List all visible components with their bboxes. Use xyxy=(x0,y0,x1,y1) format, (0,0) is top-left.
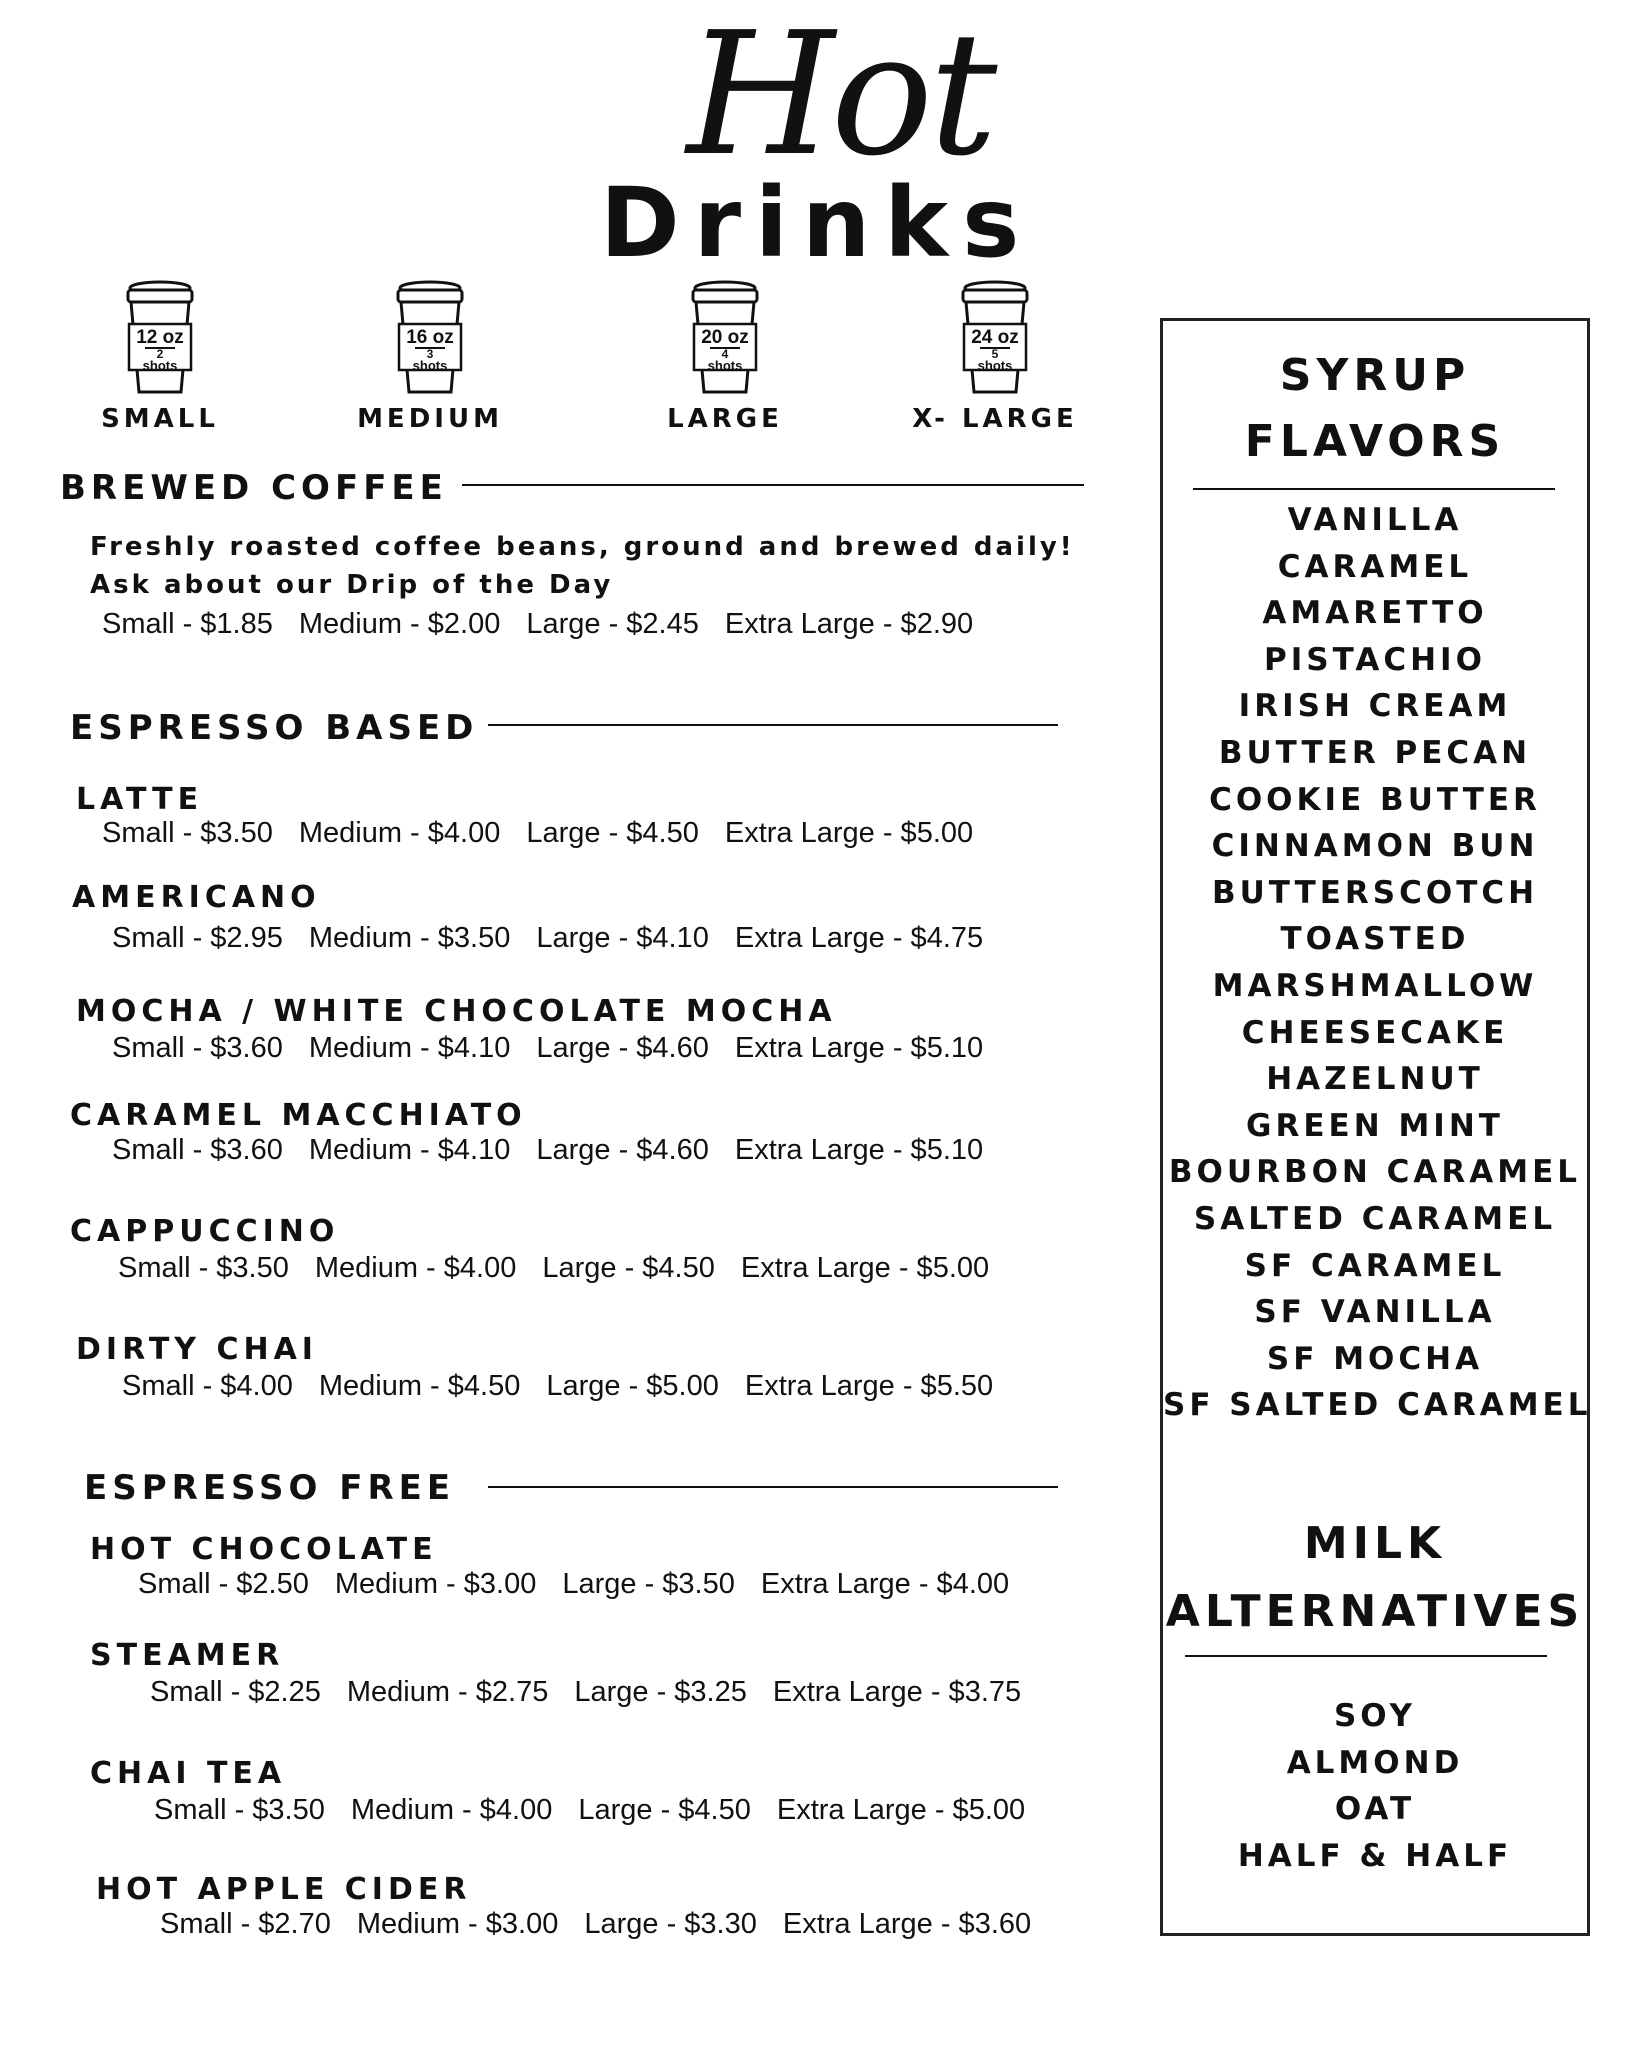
price-small: Small - $2.70 xyxy=(160,1908,331,1940)
coffee-cup-icon xyxy=(385,280,475,398)
size-label: SMALL xyxy=(101,404,219,434)
list-item: CHEESECAKE xyxy=(1241,1014,1509,1051)
milk-heading-line-2: ALTERNATIVES xyxy=(1165,1586,1585,1637)
menu-item-name: STEAMER xyxy=(90,1638,285,1673)
price-medium: Medium - $2.75 xyxy=(346,1676,549,1708)
coffee-cup-icon xyxy=(680,280,770,398)
cup-size-medium xyxy=(330,280,530,434)
menu-item-prices xyxy=(102,817,999,850)
cup-oz: 12 oz xyxy=(136,327,184,348)
cup-shots-label: shots xyxy=(412,358,448,373)
price-large: Large - $2.45 xyxy=(526,608,699,640)
price-medium: Medium - $4.00 xyxy=(314,1252,517,1284)
menu-item-prices xyxy=(112,1032,1009,1065)
cup-oz: 16 oz xyxy=(406,327,454,348)
list-item: PISTACHIO xyxy=(1264,641,1486,678)
menu-item-prices xyxy=(118,1252,1015,1285)
cup-shots-number: 5 xyxy=(991,347,999,361)
price-extra-large: Extra Large - $5.50 xyxy=(744,1370,994,1402)
menu-item-name: HOT CHOCOLATE xyxy=(90,1532,438,1567)
menu-item-prices xyxy=(112,922,1009,955)
list-item: AMARETTO xyxy=(1262,595,1488,632)
cup-shots-label: shots xyxy=(977,358,1013,373)
price-medium: Medium - $3.00 xyxy=(334,1568,537,1600)
price-large: Large - $3.30 xyxy=(584,1908,757,1940)
menu-item-name: DIRTY CHAI xyxy=(76,1332,318,1367)
list-item: COOKIE BUTTER xyxy=(1209,781,1541,818)
price-small: Small - $2.95 xyxy=(112,922,283,954)
price-small: Small - $3.50 xyxy=(102,817,273,849)
price-medium: Medium - $2.00 xyxy=(298,608,501,640)
price-small: Small - $2.25 xyxy=(150,1676,321,1708)
price-extra-large: Extra Large - $3.75 xyxy=(772,1676,1022,1708)
price-small: Small - $1.85 xyxy=(102,608,273,640)
syrup-heading-line-2: FLAVORS xyxy=(1244,416,1506,467)
list-item: BOURBON CARAMEL xyxy=(1168,1154,1582,1191)
section-heading-espresso-free: ESPRESSO FREE xyxy=(84,1468,456,1508)
brewed-tagline-drip: Ask about our Drip of the Day xyxy=(90,570,614,600)
price-medium: Medium - $3.00 xyxy=(356,1908,559,1940)
price-small: Small - $3.60 xyxy=(112,1032,283,1064)
list-item: SOY xyxy=(1333,1698,1417,1734)
price-small: Small - $3.50 xyxy=(118,1252,289,1284)
size-label: LARGE xyxy=(667,404,783,434)
cup-shots-label: shots xyxy=(142,358,178,373)
list-item: GREEN MINT xyxy=(1246,1107,1504,1144)
cup-shots-number: 2 xyxy=(156,347,164,361)
list-item: CARAMEL xyxy=(1277,548,1473,585)
list-item: BUTTER PECAN xyxy=(1218,734,1532,771)
price-large: Large - $4.60 xyxy=(536,1032,709,1064)
menu-item-prices xyxy=(154,1794,1051,1827)
cup-oz: 24 oz xyxy=(971,327,1019,348)
list-item: SALTED CARAMEL xyxy=(1193,1200,1557,1237)
section-divider xyxy=(488,1486,1058,1488)
cup-shots-number: 3 xyxy=(426,347,434,361)
syrup-divider xyxy=(1193,488,1555,490)
menu-item-name: AMERICANO xyxy=(72,880,321,915)
menu-item-prices xyxy=(160,1908,1057,1941)
menu-item-prices xyxy=(122,1370,1019,1403)
title-script: Hot xyxy=(686,0,994,194)
price-small: Small - $3.50 xyxy=(154,1794,325,1826)
price-large: Large - $4.50 xyxy=(542,1252,715,1284)
section-heading-espresso-based: ESPRESSO BASED xyxy=(70,708,479,748)
list-item: CINNAMON BUN xyxy=(1211,828,1539,865)
coffee-cup-icon xyxy=(115,280,205,398)
price-extra-large: Extra Large - $3.60 xyxy=(782,1908,1032,1940)
price-medium: Medium - $4.00 xyxy=(350,1794,553,1826)
syrup-flavor-list xyxy=(1163,497,1592,1429)
price-small: Small - $3.60 xyxy=(112,1134,283,1166)
brewed-tagline: Freshly roasted coffee beans, ground and brewed daily! xyxy=(90,532,1075,562)
list-item: IRISH CREAM xyxy=(1238,688,1512,725)
milk-divider xyxy=(1185,1655,1547,1657)
cup-size-x-large xyxy=(895,280,1095,434)
list-item: ALMOND xyxy=(1286,1744,1464,1781)
price-large: Large - $3.50 xyxy=(562,1568,735,1600)
section-divider xyxy=(488,724,1058,726)
cup-oz: 20 oz xyxy=(701,327,749,348)
menu-item-prices xyxy=(112,1134,1009,1167)
list-item: SF MOCHA xyxy=(1266,1340,1484,1377)
price-extra-large: Extra Large - $5.00 xyxy=(740,1252,990,1284)
price-large: Large - $4.50 xyxy=(526,817,699,849)
menu-item-name: LATTE xyxy=(76,782,204,817)
price-medium: Medium - $4.10 xyxy=(308,1134,511,1166)
menu-item-name: HOT APPLE CIDER xyxy=(96,1872,472,1907)
price-medium: Medium - $4.00 xyxy=(298,817,501,849)
list-item: TOASTED xyxy=(1280,921,1470,958)
price-small: Small - $2.50 xyxy=(138,1568,309,1600)
cup-shots-number: 4 xyxy=(721,347,729,361)
price-extra-large: Extra Large - $5.00 xyxy=(724,817,974,849)
menu-item-name: CARAMEL MACCHIATO xyxy=(70,1098,527,1133)
syrup-heading-line-1: SYRUP xyxy=(1279,350,1471,401)
list-item: MARSHMALLOW xyxy=(1212,967,1538,1004)
milk-alternatives-list xyxy=(1163,1693,1587,1879)
list-item: OAT xyxy=(1334,1791,1416,1828)
syrup-milk-panel xyxy=(1160,318,1590,1936)
list-item: HAZELNUT xyxy=(1266,1061,1484,1098)
menu-item-name: CAPPUCCINO xyxy=(70,1214,340,1249)
price-extra-large: Extra Large - $4.00 xyxy=(760,1568,1010,1600)
price-large: Large - $4.10 xyxy=(536,922,709,954)
milk-heading-line-1: MILK xyxy=(1303,1518,1447,1569)
list-item: SF VANILLA xyxy=(1254,1294,1496,1331)
price-large: Large - $5.00 xyxy=(546,1370,719,1402)
price-small: Small - $4.00 xyxy=(122,1370,293,1402)
price-medium: Medium - $3.50 xyxy=(308,922,511,954)
section-divider xyxy=(462,484,1084,486)
price-extra-large: Extra Large - $5.10 xyxy=(734,1032,984,1064)
price-medium: Medium - $4.50 xyxy=(318,1370,521,1402)
price-extra-large: Extra Large - $4.75 xyxy=(734,922,984,954)
list-item: HALF & HALF xyxy=(1237,1837,1513,1874)
price-extra-large: Extra Large - $5.00 xyxy=(776,1794,1026,1826)
menu-item-prices xyxy=(138,1568,1035,1601)
coffee-cup-icon xyxy=(950,280,1040,398)
menu-item-prices xyxy=(150,1676,1047,1709)
section-heading-brewed-coffee: BREWED COFFEE xyxy=(60,468,448,508)
price-medium: Medium - $4.10 xyxy=(308,1032,511,1064)
price-extra-large: Extra Large - $5.10 xyxy=(734,1134,984,1166)
price-large: Large - $3.25 xyxy=(574,1676,747,1708)
price-large: Large - $4.60 xyxy=(536,1134,709,1166)
menu-item-name: MOCHA / WHITE CHOCOLATE MOCHA xyxy=(76,994,837,1029)
price-large: Large - $4.50 xyxy=(578,1794,751,1826)
cup-size-large xyxy=(625,280,825,434)
menu-item-name: CHAI TEA xyxy=(90,1756,287,1791)
size-label: MEDIUM xyxy=(357,404,503,434)
list-item: VANILLA xyxy=(1287,502,1463,538)
brewed-coffee-prices xyxy=(102,608,999,641)
cup-sizes xyxy=(60,280,1080,450)
price-extra-large: Extra Large - $2.90 xyxy=(724,608,974,640)
list-item: SF CARAMEL xyxy=(1244,1247,1506,1284)
cup-shots-label: shots xyxy=(707,358,743,373)
size-label: X- LARGE xyxy=(912,404,1078,434)
page-title: Drinks xyxy=(600,167,1034,279)
list-item: SF SALTED CARAMEL xyxy=(1163,1387,1592,1424)
list-item: BUTTERSCOTCH xyxy=(1211,874,1539,911)
cup-size-small xyxy=(60,280,260,434)
